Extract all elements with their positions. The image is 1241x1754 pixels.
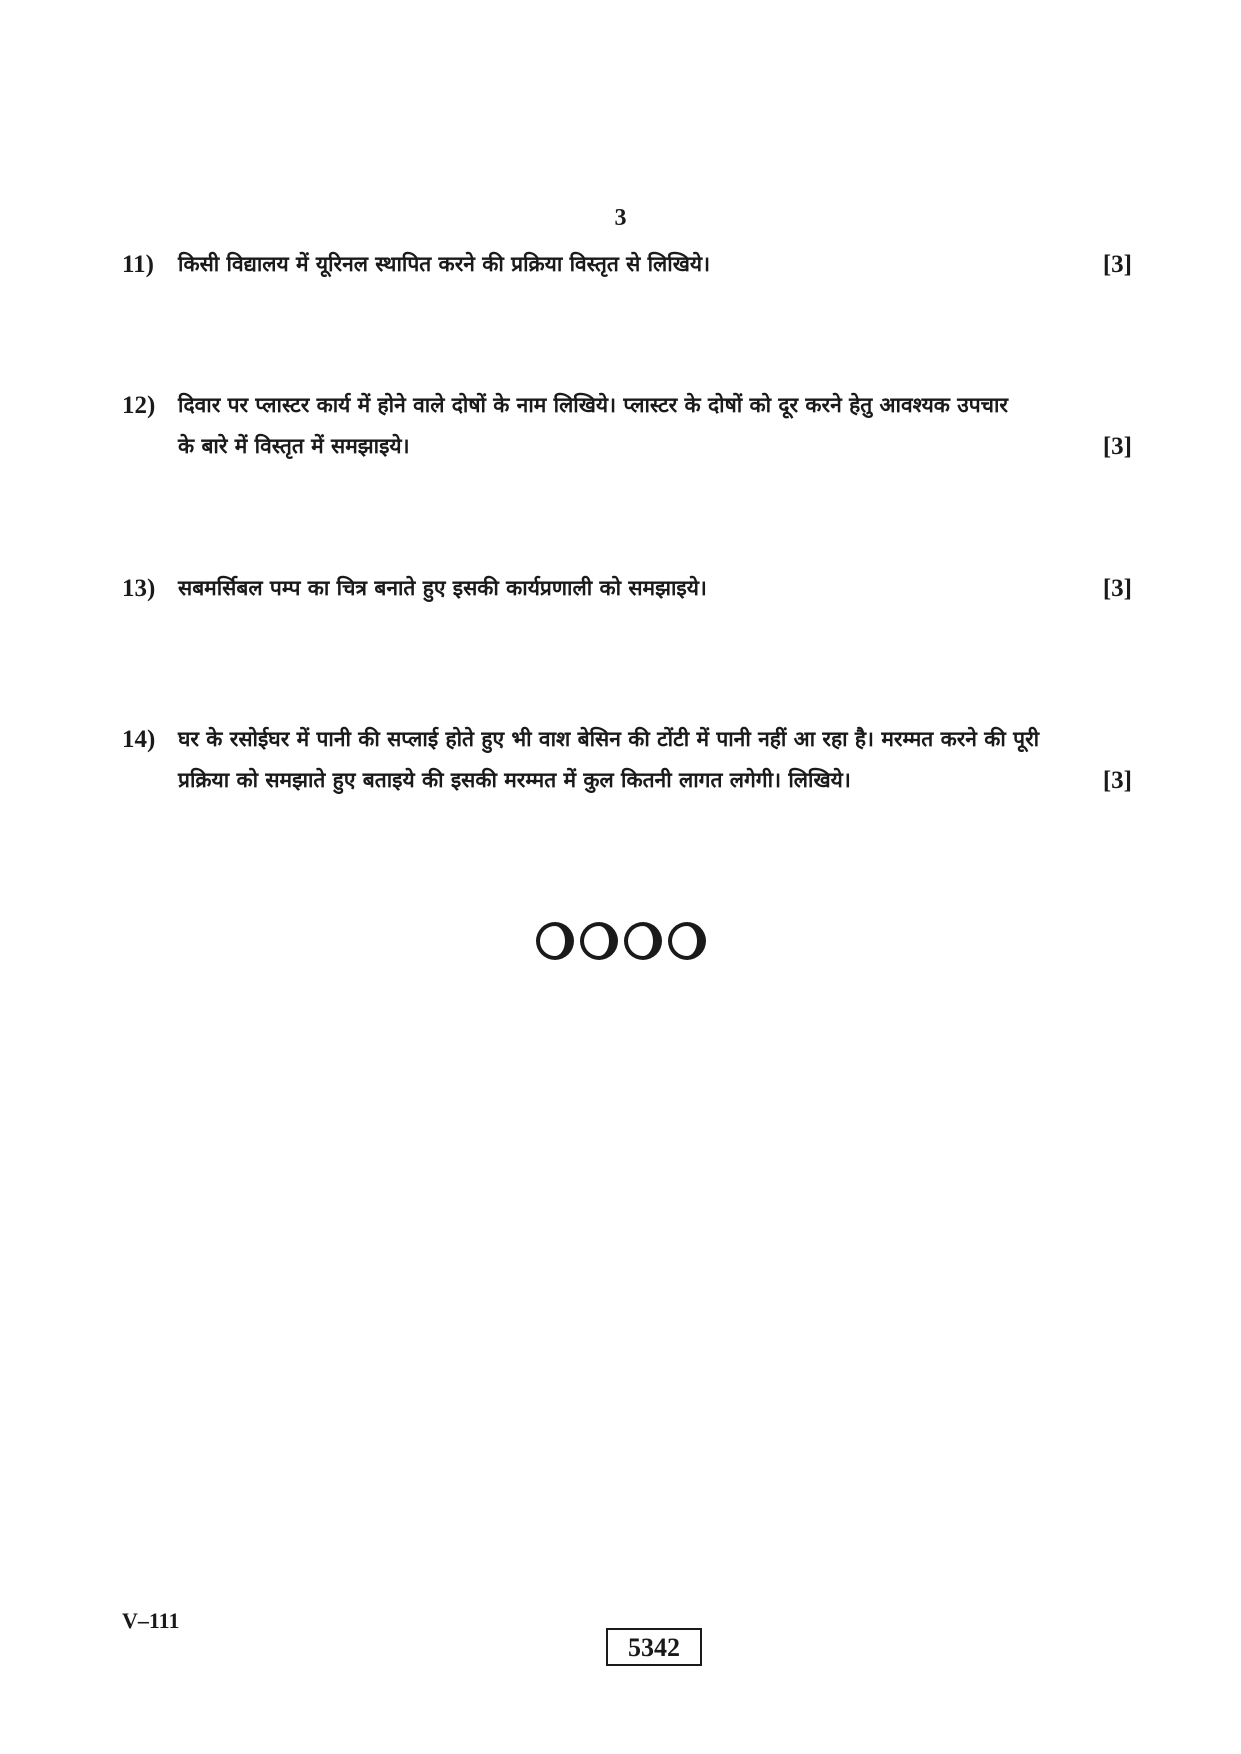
question-line	[178, 426, 1132, 467]
question-14	[122, 719, 1132, 801]
serial-number-box: 5342	[606, 1628, 702, 1666]
circle-icon	[580, 922, 618, 960]
question-number: 14)	[122, 726, 156, 753]
question-line-text: के बारे में विस्तृत में समझाइये।	[178, 434, 410, 458]
question-number: 13)	[122, 575, 156, 602]
page-number: 3	[614, 205, 627, 231]
circle-icon	[536, 922, 574, 960]
question-text	[178, 568, 1132, 609]
question-line-text: दिवार पर प्लास्टर कार्य में होने वाले दोषों के नाम लिखिये। प्लास्टर के दोषों को दूर करने हेतु आवश्यक उपचार	[178, 393, 1008, 417]
circle-icon	[624, 922, 662, 960]
question-number: 12)	[122, 392, 156, 419]
marks-label: [3]	[1102, 575, 1132, 602]
question-11	[122, 244, 1132, 285]
question-line	[178, 244, 1132, 285]
question-line-text: घर के रसोईघर में पानी की सप्लाई होते हुए भी वाश बेसिन की टोंटी में पानी नहीं आ रहा है। मरम्मत करने की पूरी	[178, 727, 1040, 751]
question-line-text: सबमर्सिबल पम्प का चित्र बनाते हुए इसकी कार्यप्रणाली को समझाइये।	[178, 576, 707, 600]
question-line-text: प्रक्रिया को समझाते हुए बताइये की इसकी मरम्मत में कुल कितनी लागत लगेगी। लिखिये।	[178, 768, 851, 792]
question-line	[178, 385, 1132, 426]
question-text	[178, 244, 1132, 285]
question-12	[122, 385, 1132, 467]
question-13	[122, 568, 1132, 609]
circle-icon	[668, 922, 706, 960]
question-text	[178, 385, 1132, 467]
question-line-text: किसी विद्यालय में यूरिनल स्थापित करने की प्रक्रिया विस्तृत से लिखिये।	[178, 252, 711, 276]
question-line	[178, 719, 1132, 760]
marks-label: [3]	[1102, 433, 1132, 460]
question-text	[178, 719, 1132, 801]
paper-code: V–111	[122, 1608, 180, 1633]
marks-label: [3]	[1102, 767, 1132, 794]
question-line	[178, 760, 1132, 801]
end-of-paper-symbols	[0, 920, 1241, 971]
question-number: 11)	[122, 251, 154, 278]
question-line	[178, 568, 1132, 609]
marks-label: [3]	[1102, 251, 1132, 278]
